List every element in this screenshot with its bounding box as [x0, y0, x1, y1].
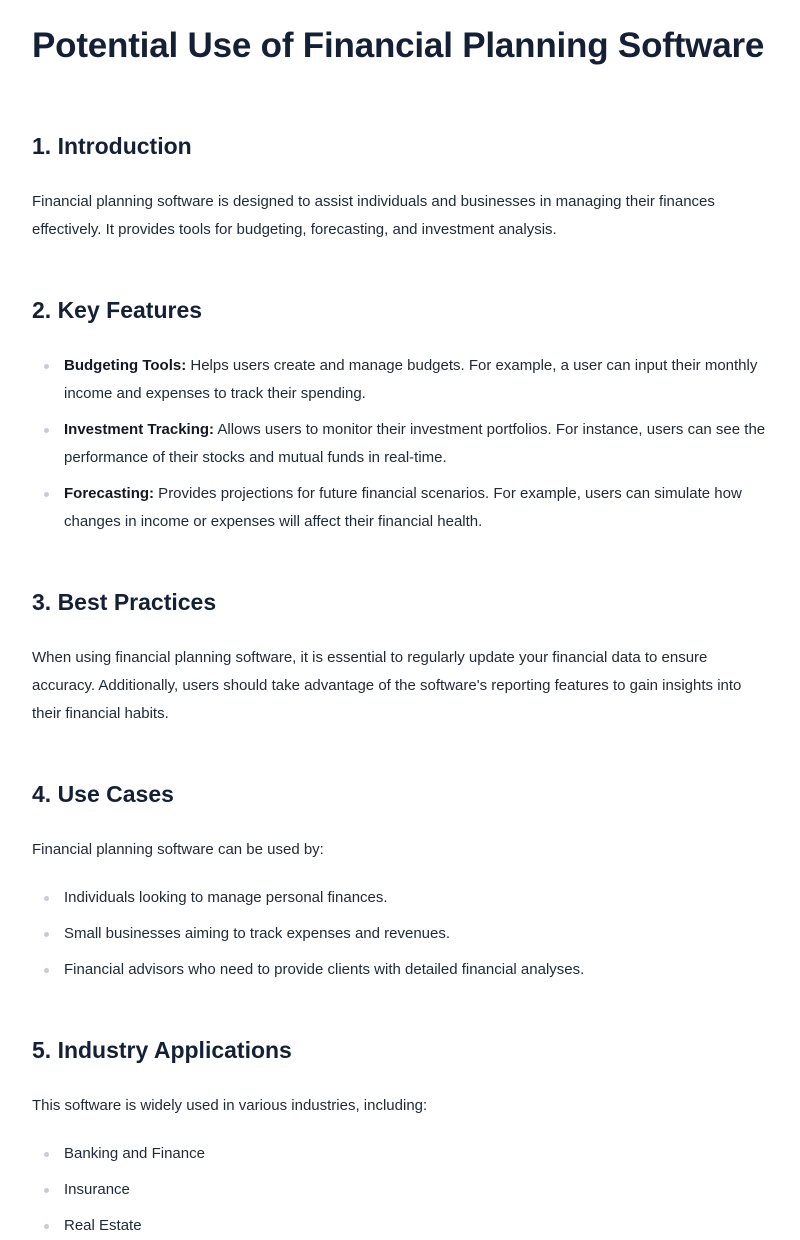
key-features-list	[32, 352, 768, 536]
page-title: Potential Use of Financial Planning Software	[32, 26, 765, 65]
industry-applications-list	[32, 1140, 768, 1240]
industry-text: Banking and Finance	[64, 1145, 205, 1162]
bullet-icon	[44, 968, 49, 973]
section-heading-industry-applications: 5. Industry Applications	[32, 1037, 292, 1063]
industry-applications-intro: This software is widely used in various industries, including:	[32, 1097, 428, 1114]
bullet-icon	[44, 896, 49, 901]
feature-description: Provides projections for future financial scenarios. For example, users can simulate how changes in income or expenses will affect their financial health.	[64, 485, 742, 530]
industry-text: Real Estate	[64, 1217, 142, 1234]
bullet-icon	[44, 1152, 49, 1157]
list-item	[32, 416, 768, 472]
bullet-icon	[44, 932, 49, 937]
industry-text: Insurance	[64, 1181, 130, 1198]
feature-label: Budgeting Tools:	[64, 357, 187, 374]
section-heading-introduction: 1. Introduction	[32, 133, 192, 159]
list-item	[32, 1140, 768, 1168]
bullet-icon	[44, 492, 49, 497]
bullet-icon	[44, 364, 49, 369]
list-item	[32, 920, 768, 948]
section-heading-best-practices: 3. Best Practices	[32, 589, 217, 615]
feature-description: Allows users to monitor their investment portfolios. For instance, users can see the performance of their stocks and mutual funds in real-time.	[64, 421, 766, 466]
bullet-icon	[44, 1224, 49, 1229]
bullet-icon	[44, 428, 49, 433]
best-practices-paragraph: When using financial planning software, it is essential to regularly update your financial data to ensure accuracy. Additionally, users should take advantage of the software's reporting features to gain insights into their financial habits.	[32, 649, 742, 722]
section-heading-key-features: 2. Key Features	[32, 297, 203, 323]
introduction-paragraph: Financial planning software is designed to assist individuals and businesses in managing their finances effectively. It provides tools for budgeting, forecasting, and investment analysis.	[32, 193, 715, 238]
use-cases-list	[32, 884, 768, 984]
use-case-text: Financial advisors who need to provide clients with detailed financial analyses.	[64, 961, 585, 978]
feature-label: Investment Tracking:	[64, 421, 215, 438]
section-heading-use-cases: 4. Use Cases	[32, 781, 174, 807]
use-case-text: Individuals looking to manage personal finances.	[64, 889, 388, 906]
feature-label: Forecasting:	[64, 485, 155, 502]
list-item	[32, 884, 768, 912]
list-item	[32, 352, 768, 408]
bullet-icon	[44, 1188, 49, 1193]
feature-description: Helps users create and manage budgets. For example, a user can input their monthly income and expenses to track their spending.	[64, 357, 758, 402]
list-item	[32, 480, 768, 536]
list-item	[32, 1212, 768, 1240]
use-cases-intro: Financial planning software can be used by:	[32, 841, 324, 858]
use-case-text: Small businesses aiming to track expenses and revenues.	[64, 925, 451, 942]
list-item	[32, 956, 768, 984]
